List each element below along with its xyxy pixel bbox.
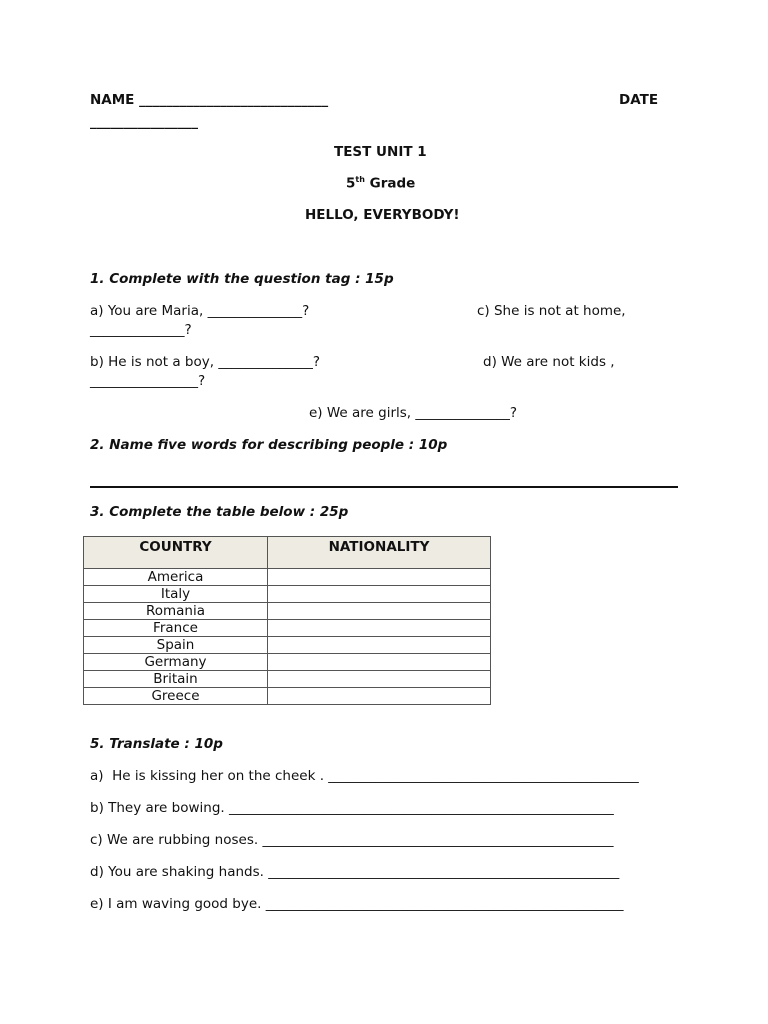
table-header-row bbox=[84, 537, 491, 569]
nationality-cell[interactable] bbox=[268, 637, 491, 654]
country-cell: Romania bbox=[84, 603, 268, 620]
test-title: TEST UNIT 1 bbox=[334, 144, 427, 160]
table-row bbox=[84, 603, 491, 620]
exercise1-heading: 1. Complete with the question tag : 15p bbox=[90, 271, 394, 287]
table-row bbox=[84, 671, 491, 688]
name-field-label: NAME ____________________________ bbox=[90, 92, 329, 108]
nationality-cell[interactable] bbox=[268, 688, 491, 705]
exercise5-item-a: a) He is kissing her on the cheek . ______________________________________________ bbox=[90, 768, 639, 784]
table-row bbox=[84, 637, 491, 654]
table-row bbox=[84, 569, 491, 586]
country-cell: Greece bbox=[84, 688, 268, 705]
exercise2-heading: 2. Name five words for describing people : 10p bbox=[90, 437, 448, 453]
date-field-line: ________________ bbox=[90, 114, 198, 130]
nationality-cell[interactable] bbox=[268, 569, 491, 586]
exercise5-item-e: e) I am waving good bye. _____________________________________________________ bbox=[90, 896, 624, 912]
exercise1-item-a: a) You are Maria, ______________? bbox=[90, 303, 310, 319]
exercise5-heading: 5. Translate : 10p bbox=[90, 736, 223, 752]
column-header-nationality: NATIONALITY bbox=[268, 537, 491, 569]
grade-title: 5th Grade bbox=[346, 175, 416, 192]
table-row bbox=[84, 586, 491, 603]
table-row bbox=[84, 654, 491, 671]
exercise5-item-d: d) You are shaking hands. ____________________________________________________ bbox=[90, 864, 620, 880]
answer-line bbox=[90, 486, 678, 488]
country-cell: Spain bbox=[84, 637, 268, 654]
exercise5-item-c: c) We are rubbing noses. ____________________________________________________ bbox=[90, 832, 614, 848]
country-cell: France bbox=[84, 620, 268, 637]
exercise1-item-b: b) He is not a boy, ______________? bbox=[90, 354, 320, 370]
nationality-cell[interactable] bbox=[268, 620, 491, 637]
greeting-title: HELLO, EVERYBODY! bbox=[305, 207, 460, 223]
exercise1-item-c: c) She is not at home, bbox=[477, 303, 626, 319]
exercise3-heading: 3. Complete the table below : 25p bbox=[90, 504, 349, 520]
country-cell: America bbox=[84, 569, 268, 586]
exercise5-item-b: b) They are bowing. _________________________________________________________ bbox=[90, 800, 614, 816]
exercise1-item-d-blank: ________________? bbox=[90, 373, 206, 389]
date-field-label: DATE bbox=[619, 92, 659, 108]
exercise1-item-e: e) We are girls, ______________? bbox=[309, 405, 518, 421]
country-cell: Germany bbox=[84, 654, 268, 671]
nationality-cell[interactable] bbox=[268, 671, 491, 688]
country-cell: Britain bbox=[84, 671, 268, 688]
nationality-cell[interactable] bbox=[268, 586, 491, 603]
country-cell: Italy bbox=[84, 586, 268, 603]
exercise1-item-d: d) We are not kids , bbox=[483, 354, 615, 370]
nationality-cell[interactable] bbox=[268, 654, 491, 671]
exercise1-item-c-blank: ______________? bbox=[90, 322, 192, 338]
nationality-cell[interactable] bbox=[268, 603, 491, 620]
nationality-table bbox=[83, 536, 491, 705]
column-header-country: COUNTRY bbox=[84, 537, 268, 569]
table-row bbox=[84, 620, 491, 637]
table-row bbox=[84, 688, 491, 705]
